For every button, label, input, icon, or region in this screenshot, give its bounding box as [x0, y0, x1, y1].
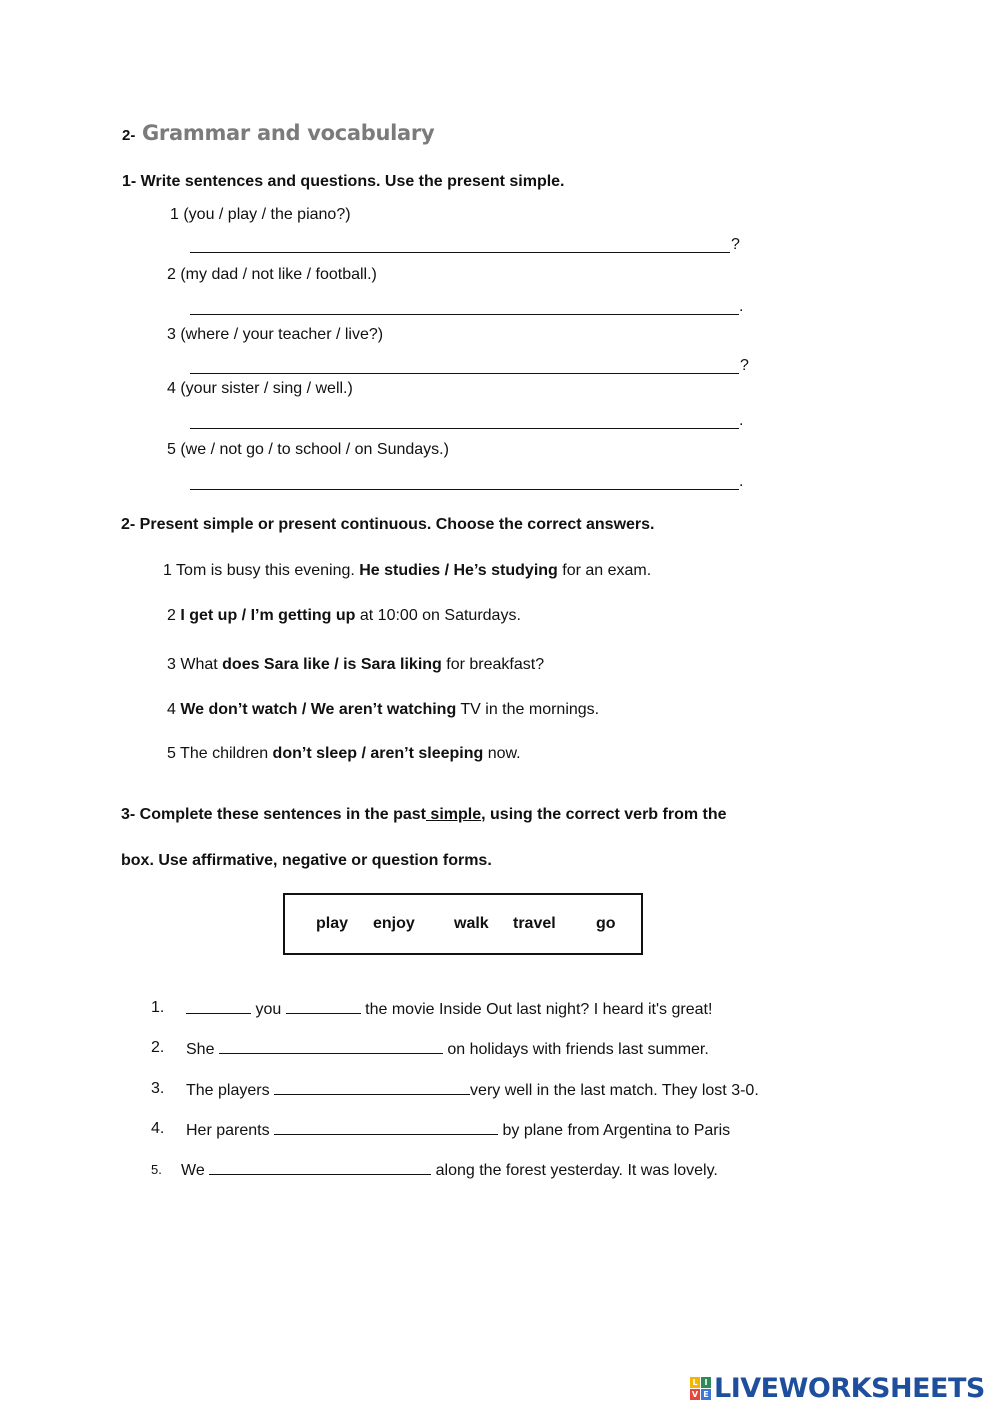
ex2-item-5: [167, 745, 521, 763]
ex3-item-3-text-a: The players: [186, 1082, 270, 1099]
ex3-item-5-text-a: We: [181, 1162, 205, 1179]
ex3-item-1-text-a: you: [255, 1001, 282, 1018]
ex2-item-2-options[interactable]: I get up / I’m getting up: [180, 607, 356, 624]
ex3-item-3-number: 3.: [151, 1080, 165, 1097]
liveworksheets-logo[interactable]: [690, 1371, 985, 1405]
ex3-item-1-blank-a[interactable]: [186, 999, 251, 1014]
ex3-item-1-text-b: the movie Inside Out last night? I heard it's great!: [365, 1001, 713, 1018]
section-title: Grammar and vocabulary: [142, 121, 435, 145]
ex1-answer-line-2[interactable]: [190, 314, 739, 315]
ex2-item-2-pre: 2: [167, 607, 181, 624]
ex2-item-4-pre: 4: [167, 701, 181, 718]
ex2-item-3: [167, 656, 544, 674]
ex3-item-4-number: 4.: [151, 1120, 165, 1137]
ex3-item-2-number: 2.: [151, 1039, 165, 1056]
ex1-line-end-1: ?: [731, 236, 740, 253]
ex2-item-1-pre: 1 Tom is busy this evening.: [163, 562, 360, 579]
ex3-item-4: [186, 1120, 730, 1140]
ex3-item-1: [186, 999, 712, 1019]
logo-tile-l: L: [690, 1377, 700, 1388]
ex1-prompt-1: 1 (you / play / the piano?): [170, 206, 351, 223]
logo-text: LIVEWORKSHEETS: [714, 1372, 985, 1404]
ex2-item-3-post: for breakfast?: [441, 656, 545, 673]
ex3-item-5-number: 5.: [151, 1162, 162, 1177]
ex3-heading-underlined: simple: [425, 806, 482, 823]
exercise-2-heading: 2- Present simple or present continuous. Choose the correct answers.: [121, 516, 655, 533]
ex1-line-end-5: .: [739, 473, 744, 490]
ex2-item-4-options[interactable]: We don’t watch / We aren’t watching: [180, 701, 457, 718]
ex2-item-1-options[interactable]: He studies / He’s studying: [359, 562, 558, 579]
ex2-item-1-post: for an exam.: [557, 562, 652, 579]
logo-icon: [690, 1377, 711, 1400]
ex3-item-2-blank[interactable]: [219, 1039, 443, 1054]
ex3-item-1-number: 1.: [151, 999, 165, 1016]
ex1-prompt-4: 4 (your sister / sing / well.): [167, 380, 353, 397]
ex3-item-4-text-b: by plane from Argentina to Paris: [502, 1122, 731, 1139]
ex3-item-2-text-a: She: [186, 1041, 215, 1058]
ex2-item-1: [163, 562, 651, 580]
ex1-answer-line-3[interactable]: [190, 373, 739, 374]
logo-tile-v: V: [691, 1389, 699, 1399]
ex3-item-2: [186, 1039, 709, 1059]
ex2-item-4-post: TV in the mornings.: [456, 701, 600, 718]
exercise-1-heading: 1- Write sentences and questions. Use the present simple.: [122, 173, 565, 190]
ex2-item-5-pre: 5 The children: [167, 745, 273, 762]
ex3-item-5-text-b: along the forest yesterday. It was lovely.: [435, 1162, 718, 1179]
ex1-line-end-4: .: [739, 412, 744, 429]
ex3-item-1-blank-b[interactable]: [286, 999, 361, 1014]
exercise-3-heading-line2: box. Use affirmative, negative or question forms.: [121, 852, 492, 869]
ex1-answer-line-4[interactable]: [190, 428, 739, 429]
ex3-item-2-text-b: on holidays with friends last summer.: [447, 1041, 709, 1058]
ex2-item-2-post: at 10:00 on Saturdays.: [355, 607, 521, 624]
ex1-prompt-5: 5 (we / not go / to school / on Sundays.): [167, 441, 449, 458]
box-word-play: play: [316, 915, 349, 932]
box-word-go: go: [596, 915, 616, 932]
ex1-prompt-2: 2 (my dad / not like / football.): [167, 266, 377, 283]
section-number: 2-: [122, 127, 136, 144]
exercise-3-heading: [121, 806, 727, 824]
box-word-enjoy: enjoy: [373, 915, 415, 932]
ex3-item-4-blank[interactable]: [274, 1120, 498, 1135]
ex3-item-5-blank[interactable]: [209, 1160, 431, 1175]
ex2-item-3-pre: 3 What: [167, 656, 223, 673]
ex2-item-5-options[interactable]: don’t sleep / aren’t sleeping: [272, 745, 484, 762]
ex2-item-5-post: now.: [483, 745, 521, 762]
ex2-item-4: [167, 701, 599, 719]
ex2-item-3-options[interactable]: does Sara like / is Sara liking: [222, 656, 442, 673]
ex1-line-end-3: ?: [740, 357, 749, 374]
ex2-item-2: [167, 607, 521, 625]
logo-tile-e: E: [701, 1389, 711, 1400]
ex3-item-5: [181, 1160, 718, 1180]
ex3-item-4-text-a: Her parents: [186, 1122, 270, 1139]
ex1-prompt-3: 3 (where / your teacher / live?): [167, 326, 384, 343]
box-word-travel: travel: [513, 915, 556, 932]
box-word-walk: walk: [454, 915, 489, 932]
ex1-answer-line-1[interactable]: [190, 252, 730, 253]
ex3-item-3: [186, 1080, 759, 1100]
ex3-heading-post: , using the correct verb from the: [481, 806, 727, 823]
ex3-heading-pre: 3- Complete these sentences in the past: [121, 806, 426, 823]
ex3-item-3-blank[interactable]: [274, 1080, 470, 1095]
ex1-answer-line-5[interactable]: [190, 489, 739, 490]
ex3-item-3-text-b: very well in the last match. They lost 3-0.: [470, 1082, 759, 1099]
logo-tile-i: I: [701, 1377, 711, 1388]
ex1-line-end-2: .: [739, 298, 744, 315]
